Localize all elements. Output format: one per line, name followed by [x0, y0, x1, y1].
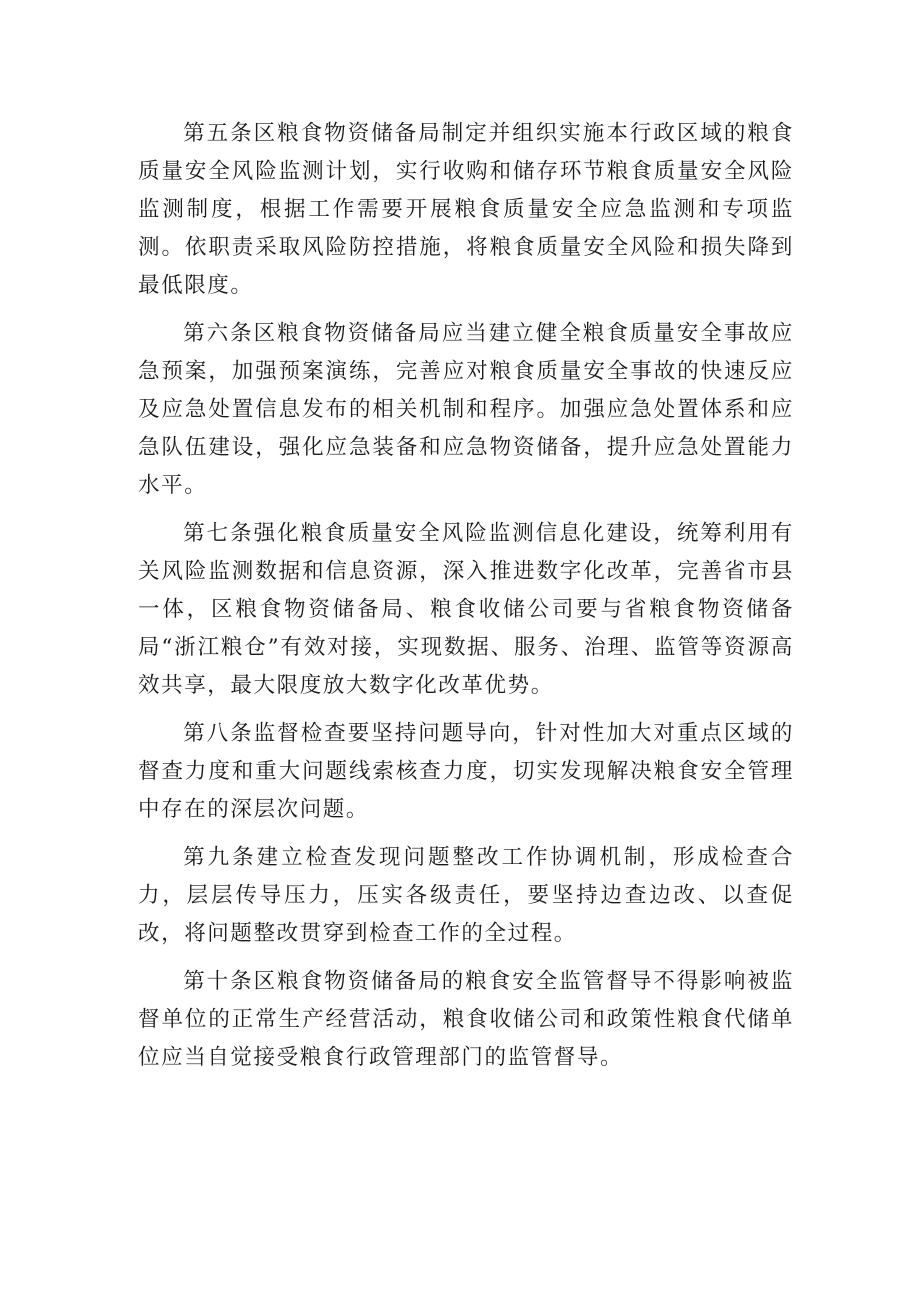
- article-8-paragraph: 第八条监督检查要坚持问题导向，针对性加大对重点区域的督查力度和重大问题线索核查力度，切实发现解决粮食安全管理中存在的深层次问题。: [138, 721, 794, 822]
- document-body: [138, 115, 794, 1087]
- article-10-paragraph: 第十条区粮食物资储备局的粮食安全监管督导不得影响被监督单位的正常生产经营活动，粮食收储公司和政策性粮食代储单位应当自觉接受粮食行政管理部门的监管督导。: [138, 969, 794, 1070]
- article-5-paragraph: 第五条区粮食物资储备局制定并组织实施本行政区域的粮食质量安全风险监测计划，实行收购和储存环节粮食质量安全风险监测制度，根据工作需要开展粮食质量安全应急监测和专项监测。依职责采取风险防控措施，将粮食质量安全风险和损失降到最低限度。: [138, 121, 794, 298]
- article-9-paragraph: 第九条建立检查发现问题整改工作协调机制，形成检查合力，层层传导压力，压实各级责任，要坚持边查边改、以查促改，将问题整改贯穿到检查工作的全过程。: [138, 845, 794, 946]
- article-7-paragraph: 第七条强化粮食质量安全风险监测信息化建设，统筹利用有关风险监测数据和信息资源，深入推进数字化改革，完善省市县一体，区粮食物资储备局、粮食收储公司要与省粮食物资储备局“浙江粮仓”有效对接，实现数据、服务、治理、监管等资源高效共享，最大限度放大数字化改革优势。: [138, 521, 794, 698]
- article-6-paragraph: 第六条区粮食物资储备局应当建立健全粮食质量安全事故应急预案，加强预案演练，完善应对粮食质量安全事故的快速反应及应急处置信息发布的相关机制和程序。加强应急处置体系和应急队伍建设，强化应急装备和应急物资储备，提升应急处置能力水平。: [138, 321, 794, 498]
